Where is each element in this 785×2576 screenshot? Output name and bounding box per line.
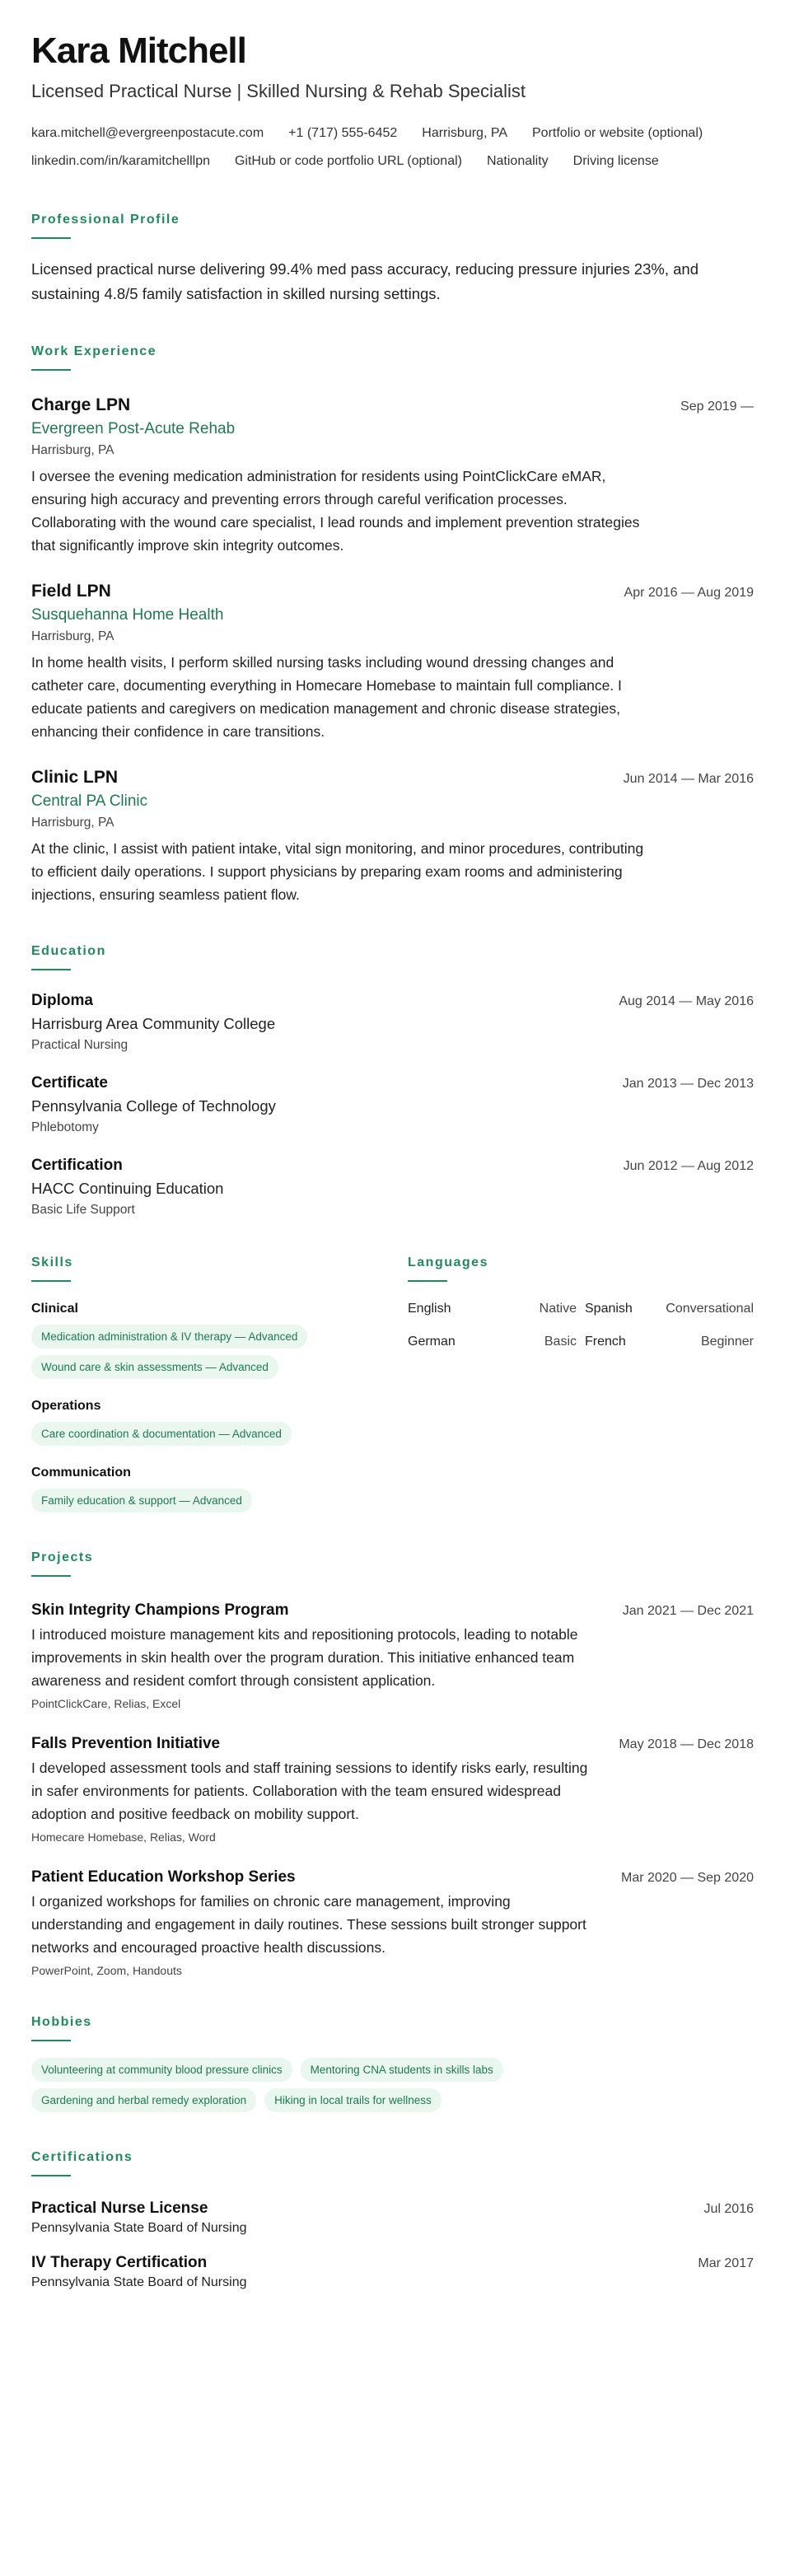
language-name: English xyxy=(408,1302,451,1316)
job-dates: Jun 2014 — Mar 2016 xyxy=(623,772,754,786)
job-entry xyxy=(31,768,754,906)
section-divider xyxy=(31,2040,71,2041)
job-entry xyxy=(31,582,754,743)
education-degree: Certification xyxy=(31,1157,123,1174)
language-level: Basic xyxy=(544,1335,577,1349)
job-company: Central PA Clinic xyxy=(31,792,148,810)
project-tools: Homecare Homebase, Relias, Word xyxy=(31,1830,216,1844)
certification-issuer: Pennsylvania State Board of Nursing xyxy=(31,2221,247,2235)
section-divider xyxy=(408,1280,447,1282)
hobbies-section xyxy=(31,2015,754,2112)
job-dates: Apr 2016 — Aug 2019 xyxy=(624,586,754,600)
candidate-name: Kara Mitchell xyxy=(31,30,246,71)
language-name: Spanish xyxy=(585,1302,633,1316)
education-degree: Diploma xyxy=(31,992,93,1009)
profile-section xyxy=(31,213,754,306)
job-title: Charge LPN xyxy=(31,395,131,414)
project-title: Falls Prevention Initiative xyxy=(31,1735,221,1752)
hobby-tag: Volunteering at community blood pressure clinics xyxy=(31,2058,292,2082)
skills-languages-row xyxy=(31,1255,754,1512)
job-location: Harrisburg, PA xyxy=(31,443,114,457)
education-degree: Certificate xyxy=(31,1074,108,1092)
hobby-tag: Hiking in local trails for wellness xyxy=(264,2088,442,2112)
skill-group xyxy=(31,1302,408,1379)
project-entry xyxy=(31,1601,754,1710)
skill-group-title: Communication xyxy=(31,1466,131,1480)
certification-date: Jul 2016 xyxy=(703,2202,754,2216)
skill-tag: Care coordination & documentation — Advanced xyxy=(31,1422,292,1446)
hobby-tag: Gardening and herbal remedy exploration xyxy=(31,2088,256,2112)
skill-group-title: Operations xyxy=(31,1399,101,1413)
language-level: Conversational xyxy=(666,1302,754,1316)
skills-section xyxy=(31,1255,408,1512)
education-section xyxy=(31,944,754,1218)
language-level: Native xyxy=(539,1302,577,1316)
education-dates: Aug 2014 — May 2016 xyxy=(619,994,754,1008)
job-title: Clinic LPN xyxy=(31,768,119,787)
certifications-section xyxy=(31,2150,754,2290)
certification-date: Mar 2017 xyxy=(698,2256,754,2270)
education-school: Pennsylvania College of Technology xyxy=(31,1097,276,1115)
contact-email[interactable]: kara.mitchell@evergreenpostacute.com xyxy=(31,126,264,140)
project-entry xyxy=(31,1868,754,1977)
hobbies-heading: Hobbies xyxy=(31,2015,92,2029)
language-name: French xyxy=(585,1335,626,1349)
certifications-heading: Certifications xyxy=(31,2150,133,2164)
language-item xyxy=(408,1335,577,1349)
languages-section xyxy=(408,1255,754,1512)
experience-section xyxy=(31,344,754,906)
certification-name: IV Therapy Certification xyxy=(31,2254,208,2271)
contact-phone[interactable]: +1 (717) 555-6452 xyxy=(288,126,398,140)
certification-entry xyxy=(31,2200,754,2236)
skill-tag: Wound care & skin assessments — Advanced xyxy=(31,1355,278,1379)
projects-section xyxy=(31,1550,754,1977)
contact-location: Harrisburg, PA xyxy=(422,126,507,140)
profile-heading: Professional Profile xyxy=(31,213,180,227)
job-description: In home health visits, I perform skilled nursing tasks including wound dressing changes and catheter care, documenting everything in Homecare Homebase to maintain full compliance. I educate patients and caregivers on medication management and chronic disease strategies, enhancing their confidence in care transitions. xyxy=(31,654,622,740)
skill-group-title: Clinical xyxy=(31,1302,78,1316)
education-field: Practical Nursing xyxy=(31,1038,128,1052)
contact-portfolio[interactable]: Portfolio or website (optional) xyxy=(532,126,703,140)
project-description: I developed assessment tools and staff training sessions to identify risks early, resulting in safer environments for patients. Collaboration with the team ensured widespread adoption and positive feedback on mobility support. xyxy=(31,1760,588,1822)
headline: Licensed Practical Nurse | Skilled Nursing & Rehab Specialist xyxy=(31,81,526,101)
hobby-tag: Mentoring CNA students in skills labs xyxy=(301,2058,503,2082)
job-description: At the clinic, I assist with patient intake, vital sign monitoring, and minor procedures, contributing to efficient daily operations. I support physicians by preparing exam rooms and administering injections, ensuring seamless patient flow. xyxy=(31,840,644,903)
contact-linkedin[interactable]: linkedin.com/in/karamitchelllpn xyxy=(31,154,210,168)
contact-list xyxy=(31,125,754,170)
job-company: Evergreen Post-Acute Rehab xyxy=(31,420,236,437)
section-divider xyxy=(31,369,71,371)
project-dates: May 2018 — Dec 2018 xyxy=(619,1737,754,1751)
skill-tag: Family education & support — Advanced xyxy=(31,1489,252,1512)
languages-heading: Languages xyxy=(408,1255,488,1269)
education-field: Basic Life Support xyxy=(31,1203,135,1217)
project-description: I introduced moisture management kits and repositioning protocols, leading to notable improvements in skin health over the program duration. This initiative enhanced team awareness and resident comfort through consistent application. xyxy=(31,1626,578,1689)
education-entry xyxy=(31,992,754,1053)
contact-github[interactable]: GitHub or code portfolio URL (optional) xyxy=(234,154,462,168)
education-heading: Education xyxy=(31,944,106,958)
job-location: Harrisburg, PA xyxy=(31,629,114,643)
contact-license: Driving license xyxy=(572,154,659,168)
language-item xyxy=(585,1302,754,1316)
skill-tag: Medication administration & IV therapy — Advanced xyxy=(31,1325,307,1349)
language-item xyxy=(408,1302,577,1316)
project-dates: Mar 2020 — Sep 2020 xyxy=(621,1871,754,1885)
skill-group xyxy=(31,1399,408,1446)
profile-summary: Licensed practical nurse delivering 99.4% med pass accuracy, reducing pressure injuries 23%, and sustaining 4.8/5 family satisfaction in skilled nursing settings. xyxy=(31,260,699,302)
education-field: Phlebotomy xyxy=(31,1120,99,1134)
certification-issuer: Pennsylvania State Board of Nursing xyxy=(31,2275,247,2289)
education-dates: Jun 2012 — Aug 2012 xyxy=(623,1159,754,1173)
project-tools: PointClickCare, Relias, Excel xyxy=(31,1697,181,1710)
project-title: Skin Integrity Champions Program xyxy=(31,1601,289,1619)
education-entry xyxy=(31,1074,754,1135)
projects-heading: Projects xyxy=(31,1550,94,1564)
education-entry xyxy=(31,1157,754,1218)
job-title: Field LPN xyxy=(31,582,111,601)
job-entry xyxy=(31,395,754,557)
skills-heading: Skills xyxy=(31,1255,73,1269)
skill-group xyxy=(31,1466,408,1512)
section-divider xyxy=(31,969,71,970)
certification-entry xyxy=(31,2254,754,2290)
language-name: German xyxy=(408,1335,456,1349)
job-description: I oversee the evening medication administration for residents using PointClickCare eMAR, ensuring high accuracy and preventing errors through careful verification processes. Collaborating with the wound care specialist, I lead rounds and implement prevention strategies that significantly improve skin integrity outcomes. xyxy=(31,468,640,554)
section-divider xyxy=(31,2175,71,2176)
education-school: HACC Continuing Education xyxy=(31,1180,224,1197)
section-divider xyxy=(31,1575,71,1577)
project-tools: PowerPoint, Zoom, Handouts xyxy=(31,1964,182,1977)
job-dates: Sep 2019 — xyxy=(680,400,754,414)
experience-heading: Work Experience xyxy=(31,344,157,358)
education-school: Harrisburg Area Community College xyxy=(31,1015,276,1032)
project-description: I organized workshops for families on chronic care management, improving understanding and engagement in daily routines. These sessions built stronger support networks and encouraged proactive health discussions. xyxy=(31,1893,586,1956)
language-item xyxy=(585,1335,754,1349)
section-divider xyxy=(31,237,71,239)
job-location: Harrisburg, PA xyxy=(31,816,114,830)
certification-name: Practical Nurse License xyxy=(31,2200,208,2217)
language-level: Beginner xyxy=(700,1335,754,1349)
project-title: Patient Education Workshop Series xyxy=(31,1868,296,1886)
section-divider xyxy=(31,1280,71,1282)
contact-nationality: Nationality xyxy=(486,154,549,168)
project-entry xyxy=(31,1735,754,1844)
education-dates: Jan 2013 — Dec 2013 xyxy=(622,1077,754,1091)
job-company: Susquehanna Home Health xyxy=(31,606,224,624)
project-dates: Jan 2021 — Dec 2021 xyxy=(622,1604,754,1618)
